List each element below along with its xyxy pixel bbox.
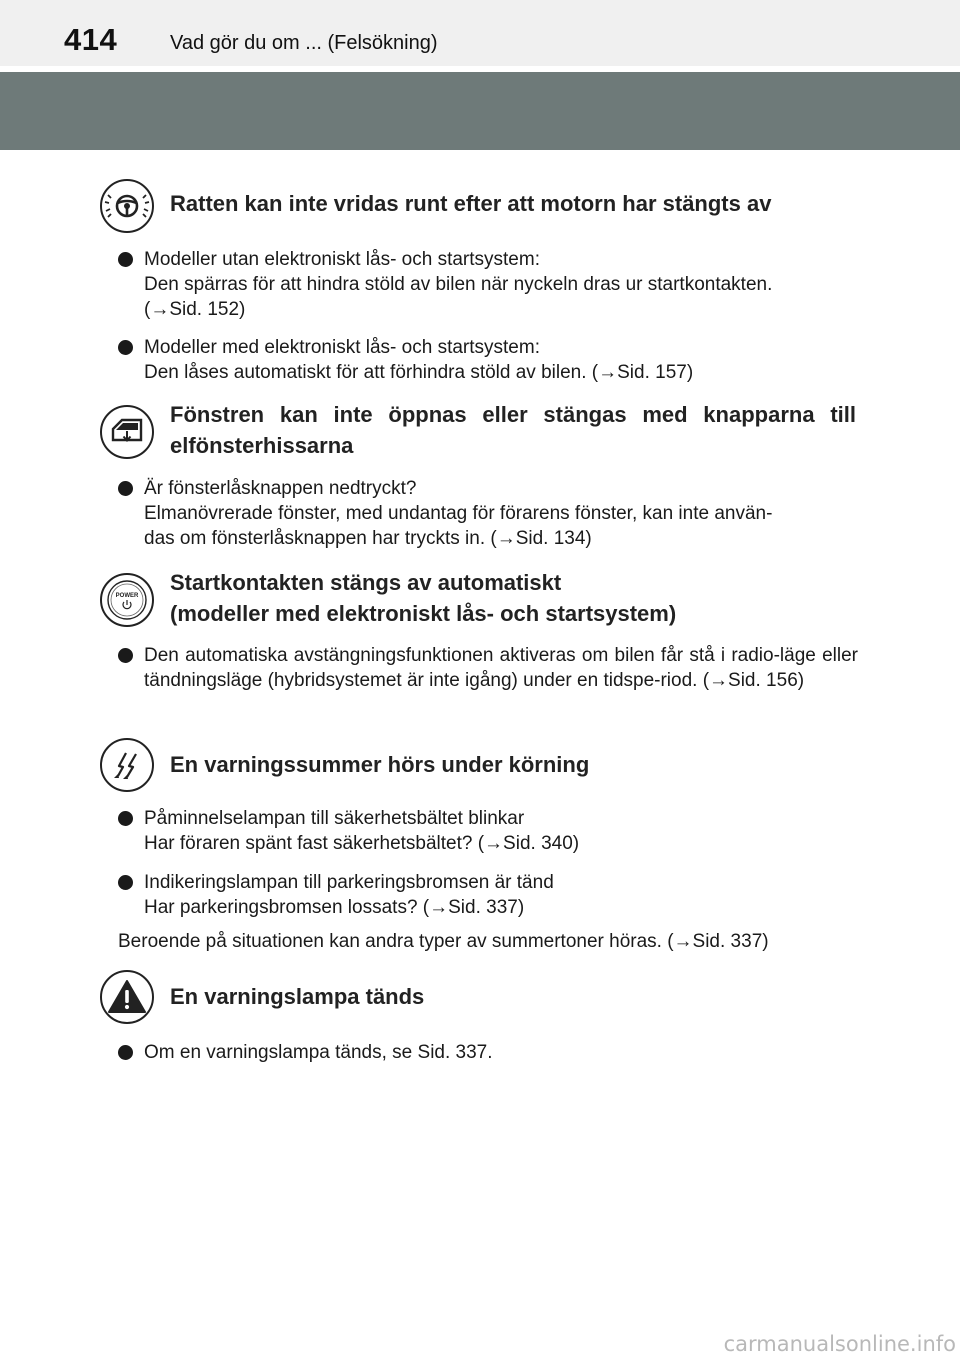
bullet-icon	[118, 1045, 133, 1060]
power-window-icon	[100, 405, 154, 459]
heading-line: Startkontakten stängs av automatiskt	[170, 570, 562, 595]
warning-buzzer-icon	[100, 738, 154, 792]
section-heading-steering: Ratten kan inte vridas runt efter att motorn har stängts av	[170, 191, 772, 216]
power-button-icon	[100, 573, 154, 627]
page-number: 414	[64, 22, 118, 57]
text-line: Modeller utan elektroniskt lås- och startsystem:	[144, 249, 540, 270]
list-item	[118, 476, 858, 551]
bullet-icon	[118, 252, 133, 267]
section-heading-warning-light: En varningslampa tänds	[170, 984, 425, 1009]
section-heading-buzzer: En varningssummer hörs under körning	[170, 752, 590, 777]
text-paragraph: Den automatiska avstängningsfunktionen aktiveras om bilen får stå i radio-läge eller tändningsläge (hybridsystemet är inte igång) under en tidspe-riod. (→Sid. 156)	[144, 645, 858, 691]
text-line: Är fönsterlåsknappen nedtryckt?	[144, 478, 417, 499]
page-reference: (→Sid. 152)	[144, 299, 246, 320]
bullet-icon	[118, 481, 133, 496]
text-line: Har föraren spänt fast säkerhetsbältet? (→Sid. 340)	[144, 833, 580, 854]
section-heading-windows: Fönstren kan inte öppnas eller stängas med knapparna till elfönsterhissarna	[170, 402, 856, 458]
text-line: Om en varningslampa tänds, se Sid. 337.	[144, 1042, 493, 1063]
running-head: Vad gör du om ... (Felsökning)	[170, 32, 438, 54]
bullet-icon	[118, 648, 133, 663]
text-line: Har parkeringsbromsen lossats? (→Sid. 337)	[144, 897, 525, 918]
power-label: POWER	[115, 593, 139, 599]
heading-line: (modeller med elektroniskt lås- och startsystem)	[170, 601, 677, 626]
text-line: Den spärras för att hindra stöld av bilen när nyckeln dras ur startkontakten.	[144, 274, 773, 295]
text-line: das om fönsterlåsknappen har tryckts in. (→Sid. 134)	[144, 528, 592, 549]
section-note: Beroende på situationen kan andra typer av summertoner höras. (→Sid. 337)	[118, 931, 769, 952]
text-line: Indikeringslampan till parkeringsbromsen är tänd	[144, 872, 554, 893]
text-line: Elmanövrerade fönster, med undantag för förarens fönster, kan inte använ-	[144, 503, 773, 524]
list-item	[118, 806, 858, 856]
bullet-icon	[118, 340, 133, 355]
section-heading-auto-off	[170, 567, 856, 629]
bullet-icon	[118, 875, 133, 890]
list-item	[118, 643, 858, 693]
text-line: Påminnelselampan till säkerhetsbältet blinkar	[144, 808, 525, 829]
steering-wheel-lock-icon	[100, 179, 154, 233]
watermark: carmanualsonline.info	[723, 1332, 956, 1356]
list-item	[118, 335, 858, 385]
list-item	[118, 870, 858, 920]
list-item	[118, 1040, 858, 1065]
bullet-icon	[118, 811, 133, 826]
text-line: Modeller med elektroniskt lås- och startsystem:	[144, 337, 540, 358]
text-line: Den låses automatiskt för att förhindra stöld av bilen. (→Sid. 157)	[144, 362, 694, 383]
list-item	[118, 247, 858, 322]
warning-triangle-icon	[100, 970, 154, 1024]
